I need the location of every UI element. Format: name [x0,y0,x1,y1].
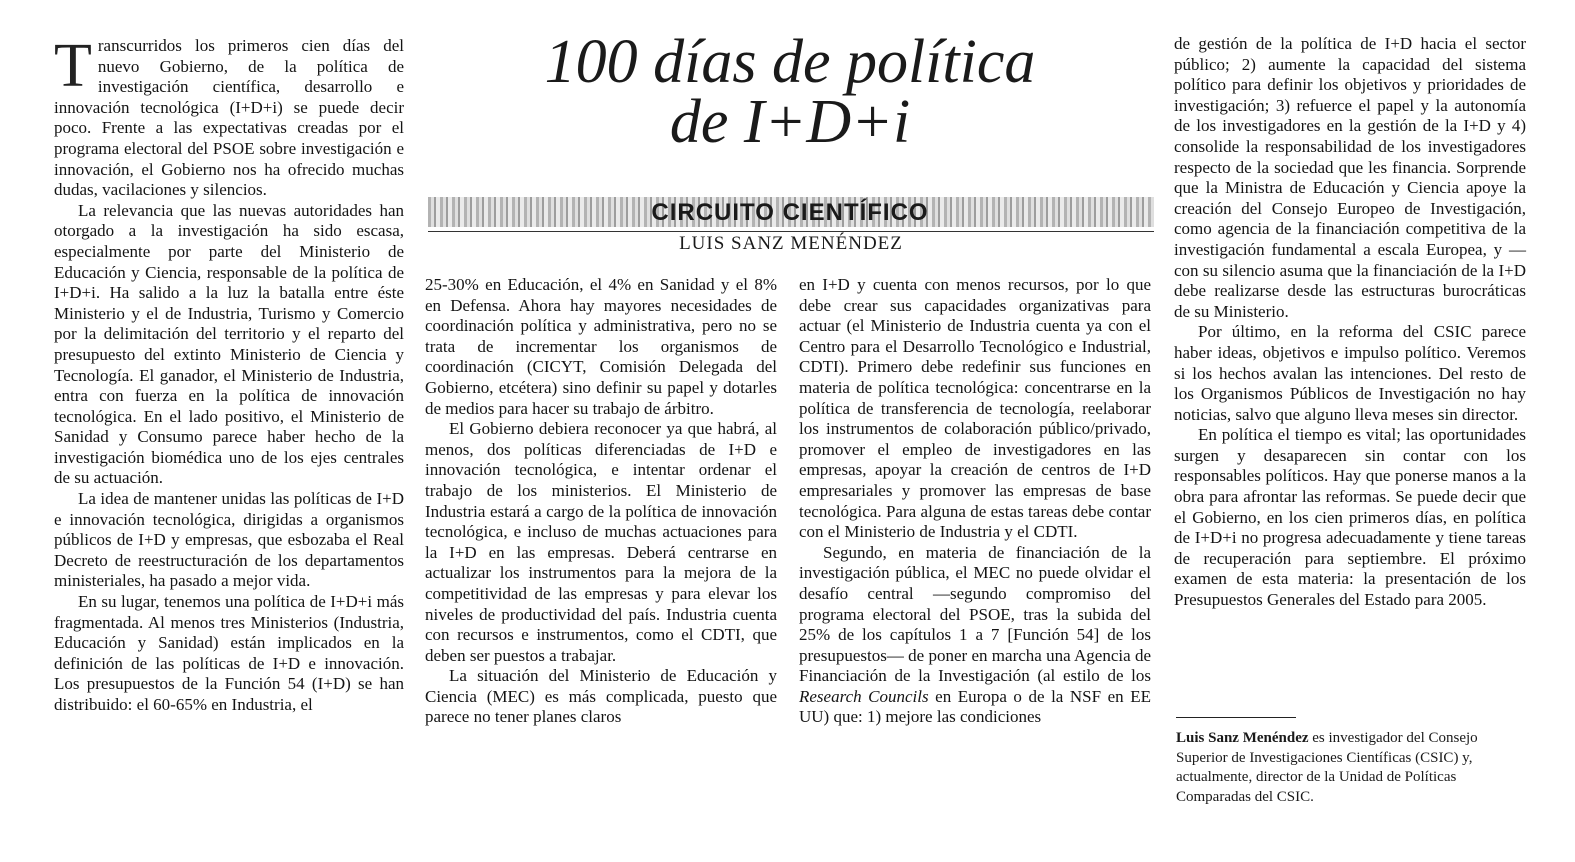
headline-line-1: 100 días de política [544,28,1036,96]
paragraph-italic: Research Councils [799,686,929,706]
paragraph-text: ranscurridos los primeros cien días del nuevo Gobierno, de la política de investigación científica, desarrollo e innovación tecnológica (I+D+i) se puede decir poco. Frente a las expectativas creadas por el programa electoral del PSOE sobre investigación e innovación, el Gobierno nos ha ofrecido muchas dudas, vacilaciones y silencios. [54,36,404,200]
author-bio [1176,729,1528,807]
paragraph [54,32,404,201]
paragraph: La situación del Ministerio de Educación y Ciencia (MEC) es más complicada, puesto que parece no tener planes claros [425,666,777,727]
paragraph [799,543,1151,728]
paragraph: Por último, en la reforma del CSIC parece haber ideas, objetivos e impulso político. Veremos si los hechos avalan las intenciones. Del resto de los Organismos Públicos de Investigación no hay noticias, salvo que alguno lleva meses sin director. [1174,322,1526,424]
paragraph: La idea de mantener unidas las políticas de I+D e innovación tecnológica, dirigidas a organismos públicos de I+D y empresas, que esbozaba el Real Decreto de reestructuración de los departamentos ministeriales, ha pasado a mejor vida. [54,489,404,591]
author-bio-text: es investigador del Consejo Superior de Investigaciones Científicas (CSIC) y, actualmente, director de la Unidad de Políticas Comparadas del CSIC. [1176,730,1478,805]
paragraph: El Gobierno debiera reconocer ya que habrá, al menos, dos políticas diferenciadas de I+D e innovación tecnológica, e intentar ordenar el trabajo de los ministerios. El Ministerio de Industria estará a cargo de la política de innovación tecnológica, e incluso de muchas actuaciones para la I+D en las empresas. Deberá centrarse en actualizar los instrumentos para la mejora de la competitividad de las empresas y para elevar los niveles de productividad del país. Industria cuenta con recursos e instrumentos, como el CDTI, que deben ser puestos a trabajar. [425,419,777,665]
headline [440,28,1140,156]
paragraph: en I+D y cuenta con menos recursos, por lo que debe crear sus capacidades organizativas para actuar (el Ministerio de Industria cuenta ya con el Centro para el Desarrollo Tecnológico e Industrial, CDTI). Primero debe redefinir sus funciones en materia de política tecnológica: concentrarse en la política de transferencia de tecnología, reelaborar los instrumentos de colaboración público/privado, promover el empleo de investigadores en las empresas, apoyar la creación de centros de I+D empresariales y promover las empresas de base tecnológica. Para alguna de estas tareas debe contar con el Ministerio de Industria y el CDTI. [799,275,1151,542]
paragraph: La relevancia que las nuevas autoridades han otorgado a la investigación ha sido escasa, especialmente por parte del Ministerio de Educación y Ciencia, responsable de la política de I+D+i. Ha salido a la luz la batalla entre éste Ministerio y el de Industria, Turismo y Comercio por la delimitación del territorio y el reparto del presupuesto del extinto Ministerio de Ciencia y Tecnología. El ganador, el Ministerio de Industria, entra con fuerza en la política de innovación tecnológica. En el lado positivo, el Ministerio de Sanidad y Consumo parece haber hecho de la investigación biomédica uno de los ejes centrales de su actuación. [54,200,404,488]
paragraph: 25-30% en Educación, el 4% en Sanidad y el 8% en Defensa. Ahora hay mayores necesidades de coordinación política y administrativa, pero no se trata de incrementar los organismos de coordinación (CICYT, Comisión Delegada del Gobierno, etcétera) sino definir su papel y dotarles de medios para hacer su trabajo de árbitro. [425,275,777,418]
column-3 [799,275,1151,728]
paragraph: de gestión de la política de I+D hacia el sector público; 2) aumente la capacidad del sistema político para definir los objetivos y prioridades de investigación; 3) refuerce el papel y la autonomía de los investigadores en la gestión de la I+D y 4) consolide la responsabilidad de los investigadores respecto de la sociedad que les financia. Sorprende que la Ministra de Educación y Ciencia apoye la creación del Consejo Europeo de Investigación, como agencia de la financiación competitiva de la investigación fundamental a escala Europea, y —con su silencio asuma que la financiación de la I+D debe realizarse desde las estructuras burocráticas de su Ministerio. [1174,34,1526,321]
paragraph-text: en Europa o de la NSF en EE UU) que: 1) mejore las condiciones [799,686,1151,727]
drop-cap: T [54,32,92,100]
author-name: Luis Sanz Menéndez [1176,730,1309,746]
paragraph-text: Segundo, en materia de financiación de la investigación pública, el MEC no puede olvidar el desafío central —segundo compromiso del programa electoral del PSOE, tras la subida del 25% de los capítulos 1 a 7 [Función 54] de los presupuestos— de poner en marcha una Agencia de Financiación de la Investigación (al estilo de los [799,542,1151,686]
paragraph: En política el tiempo es vital; las oportunidades surgen y desaparecen sin contar con los responsables políticos. Hay que ponerse manos a la obra para afrontar las reformas. Se puede decir que el Gobierno, en los cien primeros días, en política de I+D+i no progresa adecuadamente y tiene tareas de recuperación para septiembre. El próximo examen de esta materia: la presentación de los Presupuestos Generales del Estado para 2005. [1174,425,1526,610]
headline-line-2: de I+D+i [669,88,911,156]
column-2 [425,275,777,728]
bio-rule [1176,717,1296,718]
byline: LUIS SANZ MENÉNDEZ [679,233,903,254]
column-4 [1174,34,1526,611]
section-label: CIRCUITO CIENTÍFICO [651,199,929,226]
paragraph: En su lugar, tenemos una política de I+D+i más fragmentada. Al menos tres Ministerios (Industria, Educación y Sanidad) están implicados en la definición de las políticas de I+D e innovación. Los presupuestos de la Función 54 (I+D) se han distribuido: el 60-65% en Industria, el [54,592,404,714]
column-1 [54,32,404,716]
